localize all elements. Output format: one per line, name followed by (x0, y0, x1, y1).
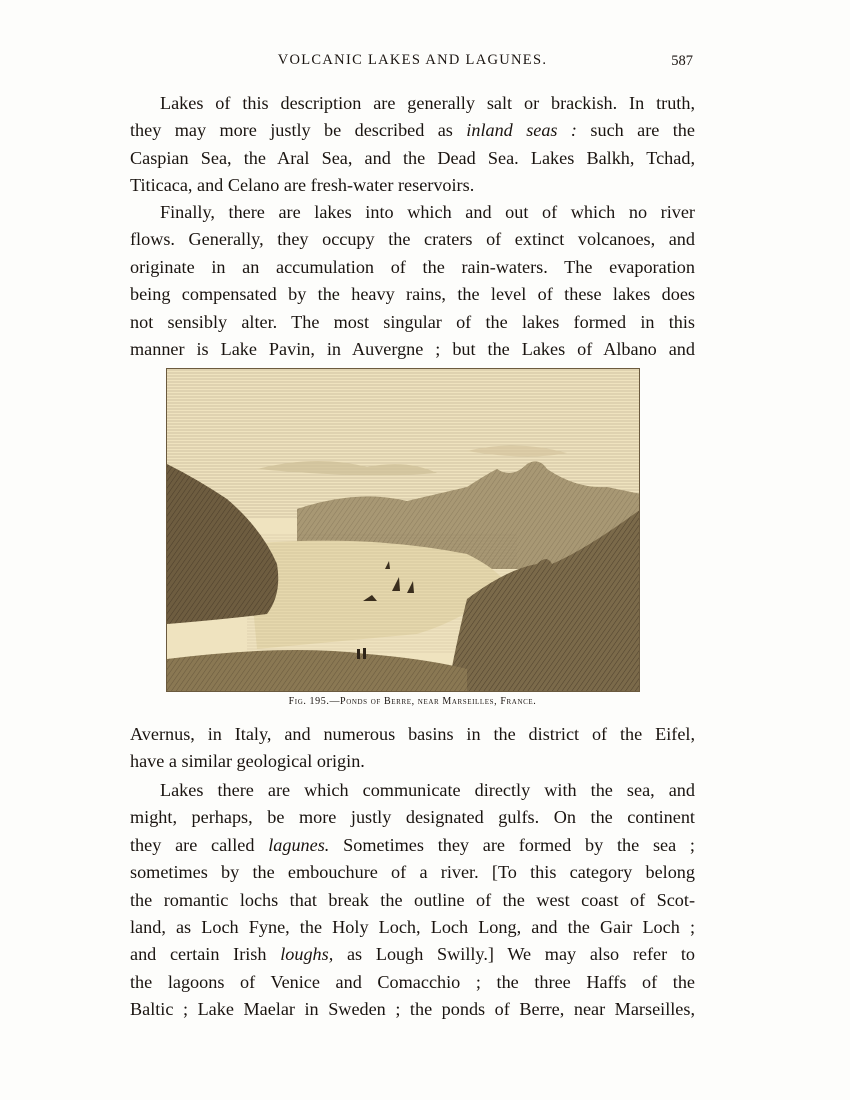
text-line: Lakes of this description are generally salt or brackish. In truth, (160, 93, 695, 113)
text-line: Avernus, in Italy, and numerous basins in the district of the Eifel, (130, 724, 695, 744)
text-line: land, as Loch Fyne, the Holy Loch, Loch Long, and the Gair Loch ; (130, 916, 695, 937)
text-line: they are called lagunes. Sometimes they are formed by the sea ; (130, 834, 695, 855)
paragraph-lagunes (130, 777, 695, 1024)
figure-engraving-ponds-of-berre (166, 368, 640, 692)
text-line: and certain Irish loughs, as Lough Swilly.] We may also refer to (130, 944, 695, 965)
text-line: sometimes by the embouchure of a river. [To this category belong (130, 862, 695, 883)
text-line: Lakes there are which communicate directly with the sea, and (160, 780, 695, 800)
text-line: manner is Lake Pavin, in Auvergne ; but the Lakes of Albano and (130, 338, 695, 359)
text-line: might, perhaps, be more justly designated gulfs. On the continent (130, 807, 695, 828)
page-number: 587 (671, 53, 693, 69)
text-line: they may more justly be described as inland seas : such are the (130, 120, 695, 141)
figure-caption: Fig. 195.—Ponds of Berre, near Marseilles, France. (288, 696, 537, 707)
text-line: originate in an accumulation of the rain-waters. The evaporation (130, 256, 695, 277)
emphasis: loughs, (280, 944, 334, 965)
text-line: the lagoons of Venice and Comacchio ; the three Haffs of the (130, 971, 695, 992)
text-line: not sensibly alter. The most singular of the lakes formed in this (130, 311, 695, 332)
emphasis: lagunes. (268, 834, 330, 855)
running-title: VOLCANIC LAKES AND LAGUNES. (277, 52, 548, 68)
paragraph-lakes-salt (130, 90, 695, 200)
paragraph-continuation (130, 721, 695, 776)
text-line: Titicaca, and Celano are fresh-water reservoirs. (130, 175, 475, 196)
text-line: Baltic ; Lake Maelar in Sweden ; the ponds of Berre, near Marseilles, (130, 999, 695, 1020)
text-line: have a similar geological origin. (130, 751, 365, 772)
text-line: Caspian Sea, the Aral Sea, and the Dead Sea. Lakes Balkh, Tchad, (130, 147, 695, 168)
text-line: the romantic lochs that break the outline of the west coast of Scot- (130, 889, 695, 910)
text-line: being compensated by the heavy rains, the level of these lakes does (130, 284, 695, 305)
text-line: Finally, there are lakes into which and out of which no river (160, 202, 695, 222)
paragraph-crater-lakes (130, 199, 695, 363)
text-line: flows. Generally, they occupy the craters of extinct volcanoes, and (130, 229, 695, 250)
running-head (130, 52, 695, 74)
emphasis: inland seas : (466, 120, 577, 141)
